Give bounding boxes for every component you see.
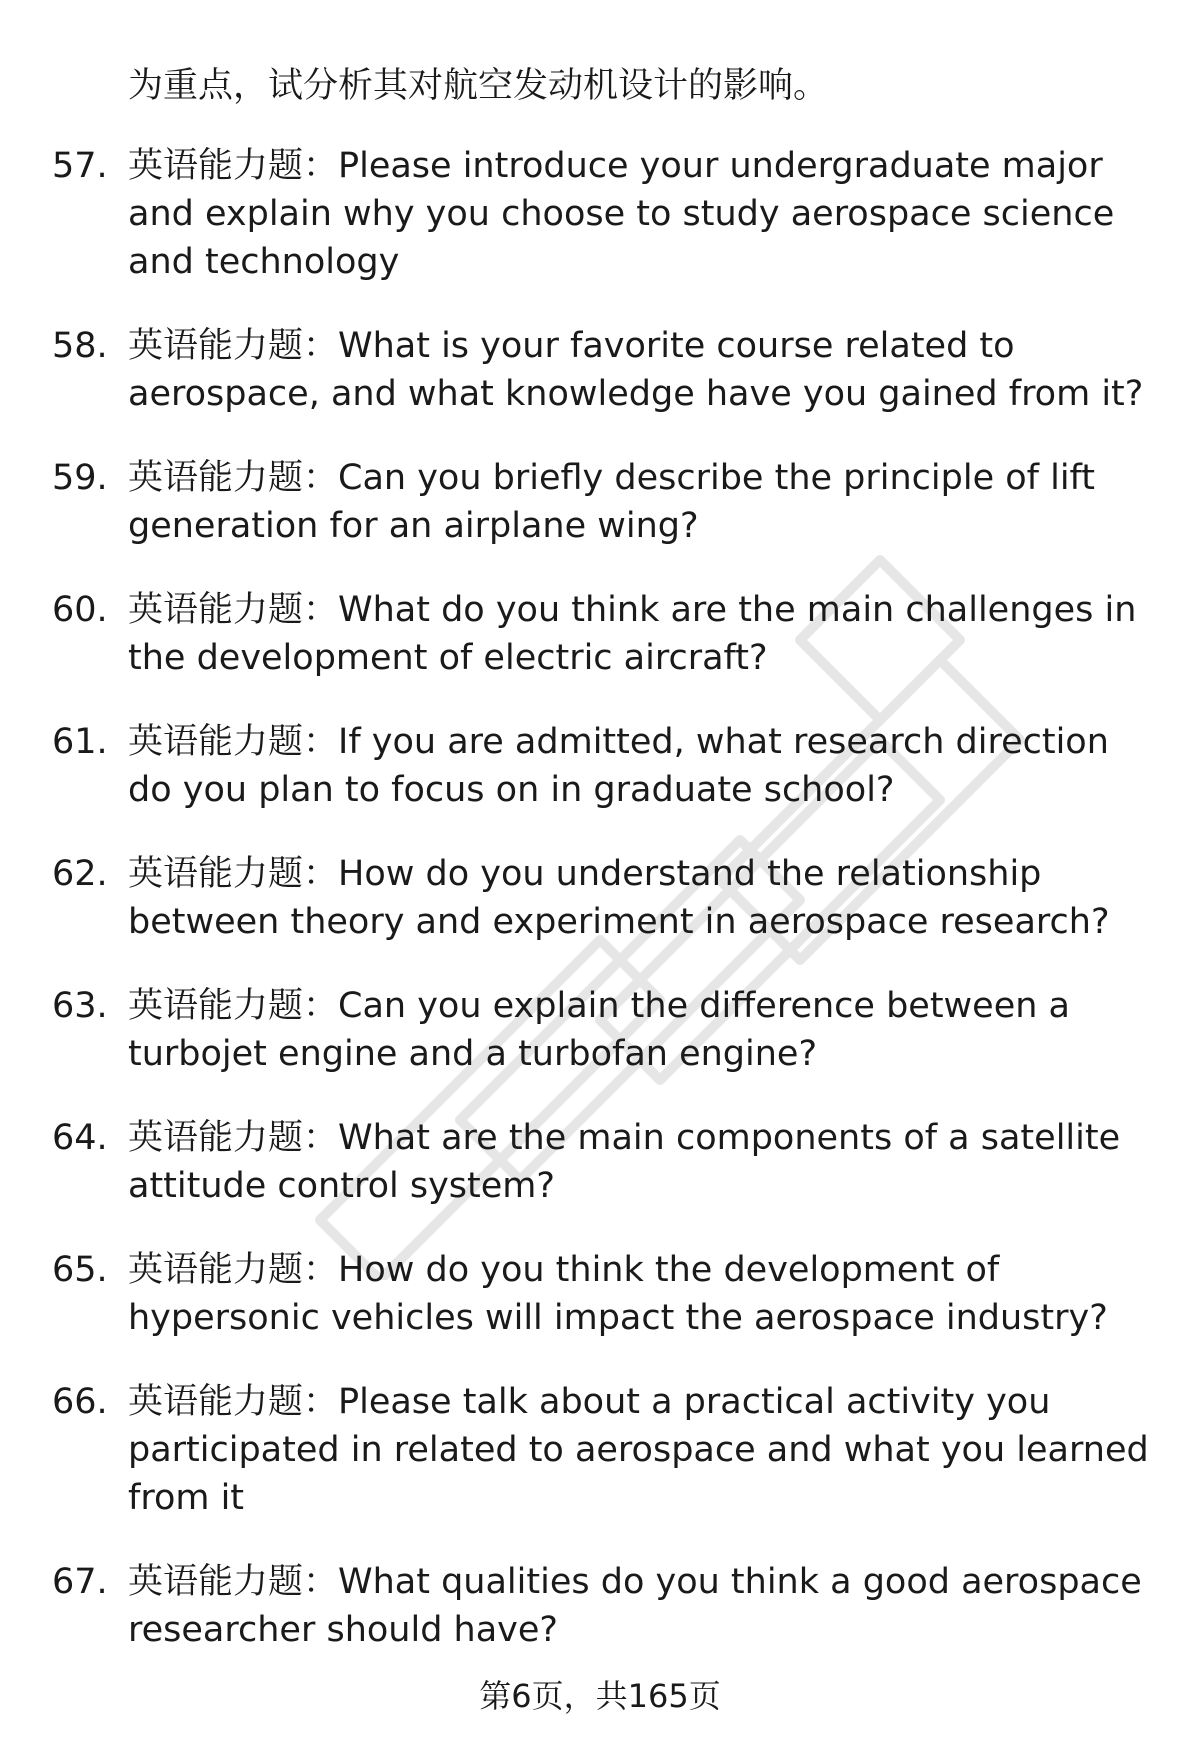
question-item [0,718,1200,814]
question-item [0,1246,1200,1342]
question-number: 60. [52,590,108,630]
question-number: 61. [52,722,108,762]
question-item [0,322,1200,418]
question-number: 65. [52,1250,108,1290]
question-text: 英语能力题：What is your favorite course related to aerospace, and what knowledge have you gained from it? [128,326,1144,414]
question-text: 英语能力题：What qualities do you think a good aerospace researcher should have? [128,1562,1142,1650]
page-footer: 第6页，共165页 [479,1677,721,1715]
question-item [0,1378,1200,1522]
question-number: 67. [52,1562,108,1602]
question-number: 57. [52,146,108,186]
question-number: 66. [52,1382,108,1422]
question-text: 英语能力题：If you are admitted, what research direction do you plan to focus on in graduate school? [128,722,1109,810]
question-item [0,850,1200,946]
question-text: 英语能力题：Please introduce your undergraduate major and explain why you choose to study aerospace science and technology [128,146,1115,282]
question-item [0,142,1200,286]
question-text: 英语能力题：How do you think the development of hypersonic vehicles will impact the aerospace industry? [128,1250,1108,1338]
question-item [0,982,1200,1078]
continuation-text: 为重点，试分析其对航空发动机设计的影响。 [128,66,829,106]
question-item [0,1114,1200,1210]
question-number: 59. [52,458,108,498]
question-text: 英语能力题：What are the main components of a satellite attitude control system? [128,1118,1121,1206]
question-text: 英语能力题：Please talk about a practical activity you participated in related to aerospace and what you learned from it [128,1382,1149,1518]
question-item [0,1558,1200,1654]
question-number: 62. [52,854,108,894]
question-text: 英语能力题：How do you understand the relationship between theory and experiment in aerospace research? [128,854,1110,942]
question-text: 英语能力题：What do you think are the main challenges in the development of electric aircraft? [128,590,1137,678]
question-text: 英语能力题：Can you briefly describe the principle of lift generation for an airplane wing? [128,458,1095,546]
question-item [0,454,1200,550]
question-list [0,142,1200,1690]
question-item [0,586,1200,682]
question-number: 58. [52,326,108,366]
question-number: 63. [52,986,108,1026]
question-number: 64. [52,1118,108,1158]
question-text: 英语能力题：Can you explain the difference between a turbojet engine and a turbofan engine? [128,986,1070,1074]
